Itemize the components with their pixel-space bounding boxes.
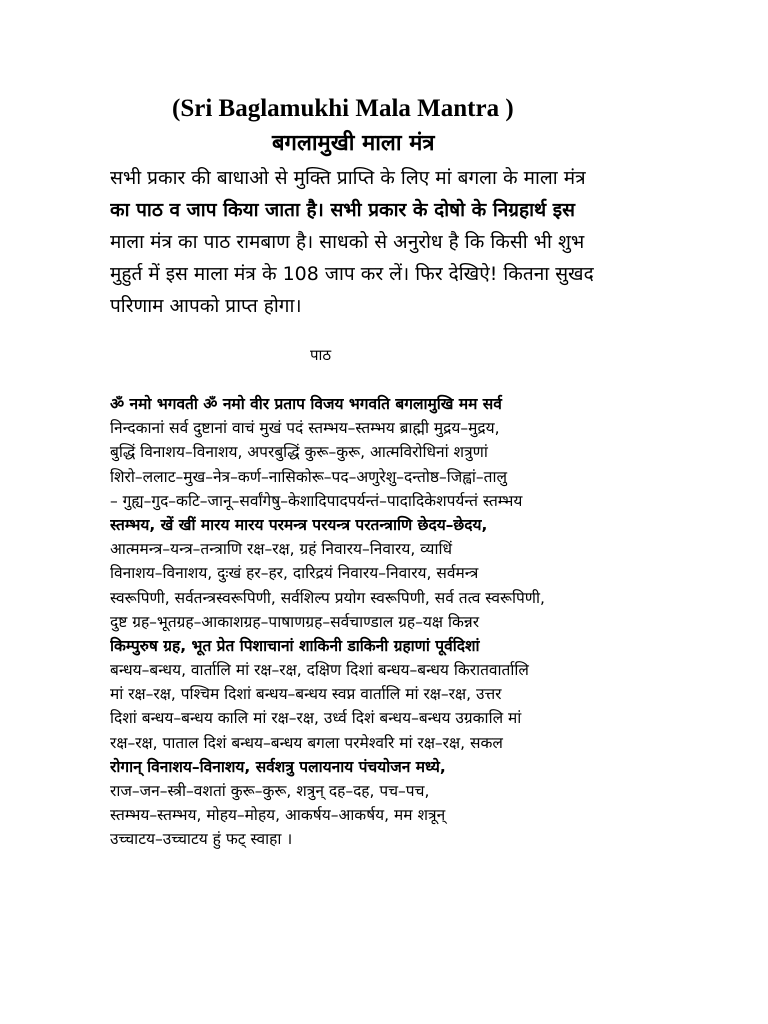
mantra-line: राज–जन–स्त्री–वशतां कुरू–कुरू, शत्रुन् दह–दह, पच–पच,: [110, 782, 430, 800]
mantra-line: स्तम्भय, खें खीं मारय मारय परमन्त्र परयन्त्र परतन्त्राणि छेदय–छेदय,: [110, 515, 488, 534]
mantra-line: आत्ममन्त्र–यन्त्र–तन्त्राणि रक्ष–रक्ष, ग्रहं निवारय–निवारय, व्याधिं: [110, 540, 453, 559]
mantra-line: दुष्ट ग्रह–भूतग्रह–आकाशग्रह–पाषाणग्रह–सर्वचाण्डाल ग्रह–यक्ष किन्नर: [110, 612, 480, 631]
title-hindi: बगलामुखी माला मंत्र: [272, 131, 435, 156]
intro-paragraph: [110, 162, 658, 322]
intro-line: सभी प्रकार की बाधाओ से मुक्ति प्राप्ति के लिए मां बगला के माला मंत्र: [110, 167, 586, 189]
mantra-line: स्तम्भय–स्तम्भय, मोहय–मोहय, आकर्षय–आकर्षय, मम शत्रून्: [110, 806, 446, 825]
mantra-line: – गुह्य–गुद–कटि–जानू–सर्वांगेषु–केशादिपादपर्यन्तं–पादादिकेशपर्यन्तं स्तम्भय: [110, 491, 523, 510]
mantra-line: बन्धय–बन्धय, वार्तालि मां रक्ष–रक्ष, दक्षिण दिशां बन्धय–बन्धय किरातवार्तालि: [110, 661, 529, 680]
mantra-line: ॐ नमो भगवती ॐ नमो वीर प्रताप विजय भगवति बगलामुखि मम सर्व: [110, 395, 502, 413]
mantra-line: शिरो–ललाट–मुख–नेत्र–कर्ण–नासिकोरू–पद–अणुरेशु–दन्तोष्ठ–जिह्वां–तालु: [110, 467, 508, 486]
mantra-line: मां रक्ष–रक्ष, पश्चिम दिशां बन्धय–बन्धय स्वप्न वार्तालि मां रक्ष–रक्ष, उत्तर: [110, 685, 502, 704]
mantra-line: दिशां बन्धय–बन्धय कालि मां रक्ष–रक्ष, उर्ध्व दिशं बन्धय–बन्धय उग्रकालि मां: [110, 709, 522, 728]
section-label-paath: पाठ: [310, 346, 332, 364]
mantra-text: [110, 392, 660, 852]
mantra-line: स्वरूपिणी, सर्वतन्त्रस्वरूपिणी, सर्वशिल्प प्रयोग स्वरूपिणी, सर्व तत्व स्वरूपिणी,: [110, 588, 545, 607]
intro-line: मुहुर्त में इस माला मंत्र के 108 जाप कर लें। फिर देखिऐ! कितना सुखद: [110, 263, 594, 285]
mantra-line: बुद्धिं विनाशय–विनाशय, अपरबुद्धिं कुरू–कुरू, आत्मविरोधिनां शत्रुणां: [110, 443, 488, 462]
intro-line: का पाठ व जाप किया जाता है। सभी प्रकार के दोषो के निग्रहार्थ इस: [110, 199, 575, 221]
mantra-line: रोगान् विनाशय–विनाशय, सर्वशत्रु पलायनाय पंचयोजन मध्ये,: [110, 757, 446, 776]
mantra-line: विनाशय–विनाशय, दुःखं हर–हर, दारिद्रयं निवारय–निवारय, सर्वमन्त्र: [110, 564, 479, 583]
intro-line: माला मंत्र का पाठ रामबाण है। साधको से अनुरोध है कि किसी भी शुभ: [110, 231, 585, 253]
title-english: (Sri Baglamukhi Mala Mantra ): [172, 95, 514, 122]
mantra-line: निन्दकानां सर्व दुष्टानां वाचं मुखं पदं स्तम्भय–स्तम्भय ब्राह्मी मुद्रय–मुद्रय,: [110, 419, 500, 438]
mantra-line: रक्ष–रक्ष, पाताल दिशं बन्धय–बन्धय बगला परमेश्वरि मां रक्ष–रक्ष, सकल: [110, 733, 503, 752]
mantra-line: उच्चाटय–उच्चाटय हुं फट् स्वाहा ।: [110, 830, 293, 849]
mantra-line: किम्पुरुष ग्रह, भूत प्रेत पिशाचानां शाकिनी डाकिनी ग्रहाणां पूर्वदिशां: [110, 636, 480, 655]
intro-line: परिणाम आपको प्राप्त होगा।: [110, 295, 302, 317]
